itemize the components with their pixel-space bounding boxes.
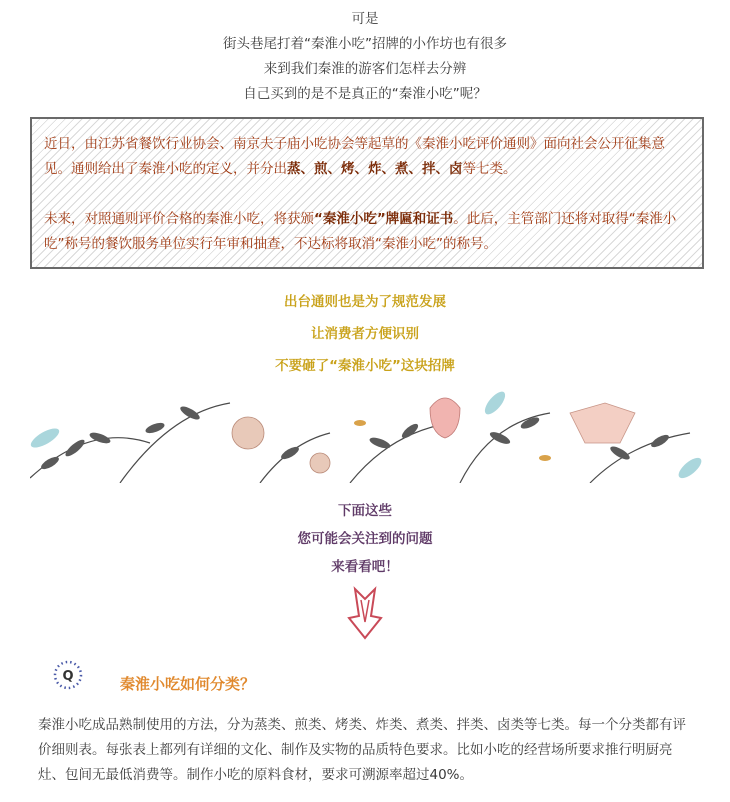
answer-paragraph: 秦淮小吃成品熟制使用的方法，分为蒸类、煎类、烤类、炸类、煮类、拌类、卤类等七类。每一个分类都有评价细则表。每张表上都列有详细的文化、制作及实物的品质特色要求。比如小吃的经营场所要求推行明厨亮灶、包间无最低消费等。制作小吃的原料食材，要求可溯源率超过40%。 [38,717,686,783]
question-icon [53,660,83,690]
question-title: 秦淮小吃如何分类？ [120,675,256,693]
notice-p1-text: 近日，由江苏省餐饮行业协会、南京夫子庙小吃协会等起草的《秦淮小吃评价通则》面向社会公开征集意见。通则给出了秦淮小吃的定义，并分出 [44,136,665,177]
notice-box [30,117,704,269]
intro-line: 街头巷尾打着“秦淮小吃”招牌的小作坊也有很多 [223,36,507,52]
question-icon-letter: Q [62,669,74,684]
prompt-line: 下面这些 [338,503,392,519]
notice-p2-bold: “秦淮小吃”牌匾和证书 [314,211,454,227]
notice-p2-tail: 。此后，主管部门还将对取得“秦淮小吃”称号的餐饮服务单位实行年审和抽查，不达标将取消“秦淮小吃”的称号。 [44,211,677,252]
floral-banner-image [30,383,705,483]
notice-paragraph-2 [44,207,690,257]
notice-p2-text: 未来，对照通则评价合格的秦淮小吃，将获颁 [44,211,314,227]
notice-paragraph-1 [44,132,690,182]
highlight-line: 不要砸了“秦淮小吃”这块招牌 [275,358,455,374]
highlight-line: 出台通则也是为了规范发展 [284,294,446,310]
down-arrow-icon [347,586,383,642]
intro-line: 自己买到的是不是真正的“秦淮小吃”呢？ [243,86,487,102]
prompt-line: 您可能会关注到的问题 [297,531,433,547]
highlight-line: 让消费者方便识别 [311,326,419,342]
intro-line: 来到我们秦淮的游客们怎样去分辨 [263,61,467,77]
notice-p1-tail: 等七类。 [462,161,517,177]
notice-p1-bold: 蒸、煎、烤、炸、煮、拌、卤 [287,161,463,177]
prompt-line: 来看看吧！ [331,559,399,575]
intro-text [0,0,730,107]
intro-line: 可是 [351,11,379,27]
